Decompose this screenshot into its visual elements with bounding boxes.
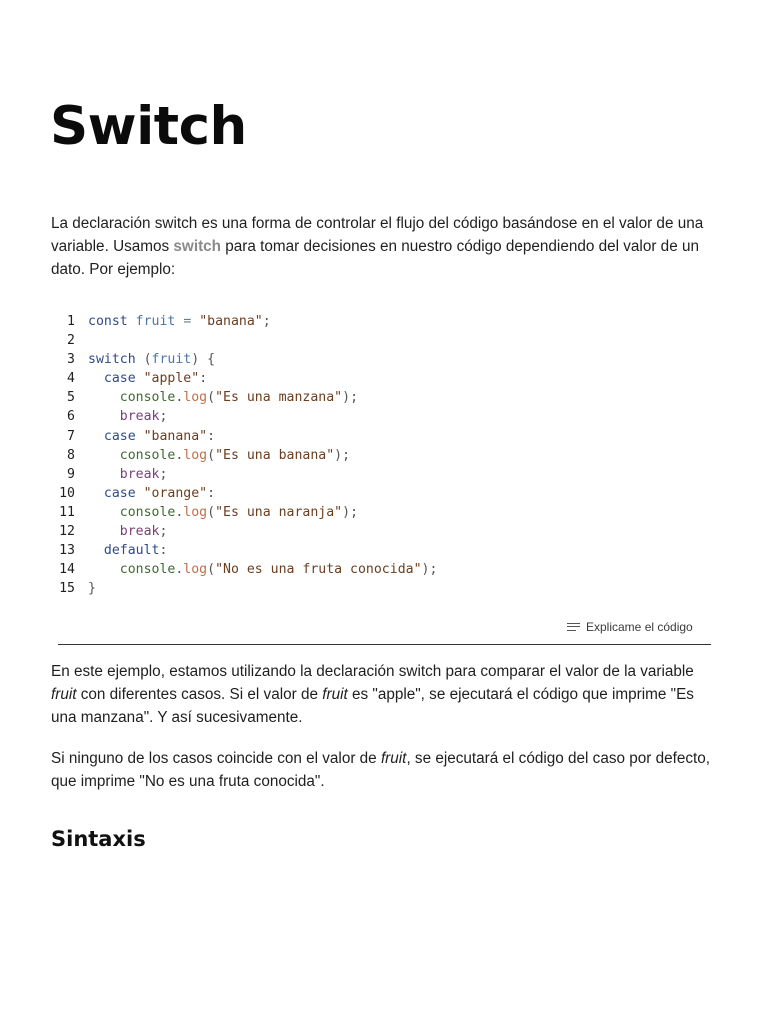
explanation-paragraph-1 [51, 660, 721, 729]
code-line [55, 522, 437, 541]
code-line [55, 541, 437, 560]
intro-text-1: La declaración switch es una forma de controlar el flujo del código basándose en el valor de una variable. Usamos [51, 215, 704, 255]
code-line [55, 331, 437, 350]
explanation1-em-fruit-1: fruit [51, 686, 77, 703]
line-number: 10 [59, 485, 75, 501]
line-number: 9 [67, 466, 75, 482]
explanation1-em-fruit-2: fruit [322, 686, 348, 703]
explanation1-text-1: En este ejemplo, estamos utilizando la declaración switch para comparar el valor de la variable [51, 663, 694, 680]
line-number: 4 [67, 371, 75, 387]
line-number: 1 [67, 314, 75, 329]
code-line-text: console.log("Es una naranja"); [119, 504, 359, 520]
code-line-text: case "banana": [103, 428, 216, 444]
code-line [55, 579, 437, 598]
line-number: 15 [59, 581, 75, 597]
code-line [55, 388, 437, 407]
code-line-text: console.log("Es una banana"); [119, 447, 351, 463]
code-line-text: } [88, 581, 96, 597]
line-number: 11 [59, 504, 75, 520]
code-line [55, 350, 437, 369]
code-line [55, 407, 437, 426]
code-line [55, 369, 437, 388]
explain-code-label: Explicame el código [586, 620, 693, 634]
code-line-text: break; [119, 524, 168, 540]
line-number: 2 [67, 333, 75, 349]
line-number: 7 [67, 428, 75, 444]
line-number: 12 [59, 524, 75, 540]
code-line [55, 484, 437, 503]
line-number: 14 [59, 562, 75, 578]
code-line [55, 427, 437, 446]
lines-icon [567, 623, 580, 632]
explanation2-em-fruit: fruit [380, 750, 407, 767]
explanation1-text-3: es "apple", se ejecutará el código que imprime "Es una manzana". Y así sucesivamente. [51, 686, 694, 726]
line-number: 13 [59, 543, 75, 559]
code-line [55, 446, 437, 465]
intro-paragraph [51, 212, 721, 281]
line-number: 3 [67, 352, 75, 368]
code-line-text: const fruit = "banana"; [88, 314, 271, 329]
divider [58, 644, 711, 645]
line-number: 5 [67, 390, 75, 406]
explain-code-button[interactable] [567, 620, 693, 634]
code-line [55, 312, 437, 331]
code-line-text: break; [119, 409, 168, 425]
explanation2-text-2: , se ejecutará el código del caso por defecto, que imprime "No es una fruta conocida". [51, 750, 711, 790]
line-number: 6 [67, 409, 75, 425]
code-line-text: case "apple": [103, 371, 208, 387]
code-line [55, 560, 437, 579]
code-block [55, 312, 437, 598]
explanation2-text-1: Si ninguno de los casos coincide con el valor de [51, 750, 381, 767]
intro-text-2: para tomar decisiones en nuestro código dependiendo del valor de un dato. Por ejemplo: [51, 238, 699, 278]
page-title: Switch [50, 96, 247, 157]
section-heading-sintaxis: Sintaxis [51, 827, 146, 851]
code-line [55, 503, 437, 522]
code-line-text: switch (fruit) { [88, 352, 216, 368]
code-line-text: default: [103, 543, 168, 559]
code-line [55, 465, 437, 484]
explanation-paragraph-2 [51, 747, 721, 793]
code-line-text: console.log("Es una manzana"); [119, 390, 359, 406]
line-number: 8 [67, 447, 75, 463]
explanation1-text-2: con diferentes casos. Si el valor de [76, 686, 323, 703]
code-line-text: console.log("No es una fruta conocida"); [119, 562, 438, 578]
code-line-text: break; [119, 466, 168, 482]
code-line-text: case "orange": [103, 485, 216, 501]
inline-code-switch: switch [173, 238, 222, 255]
